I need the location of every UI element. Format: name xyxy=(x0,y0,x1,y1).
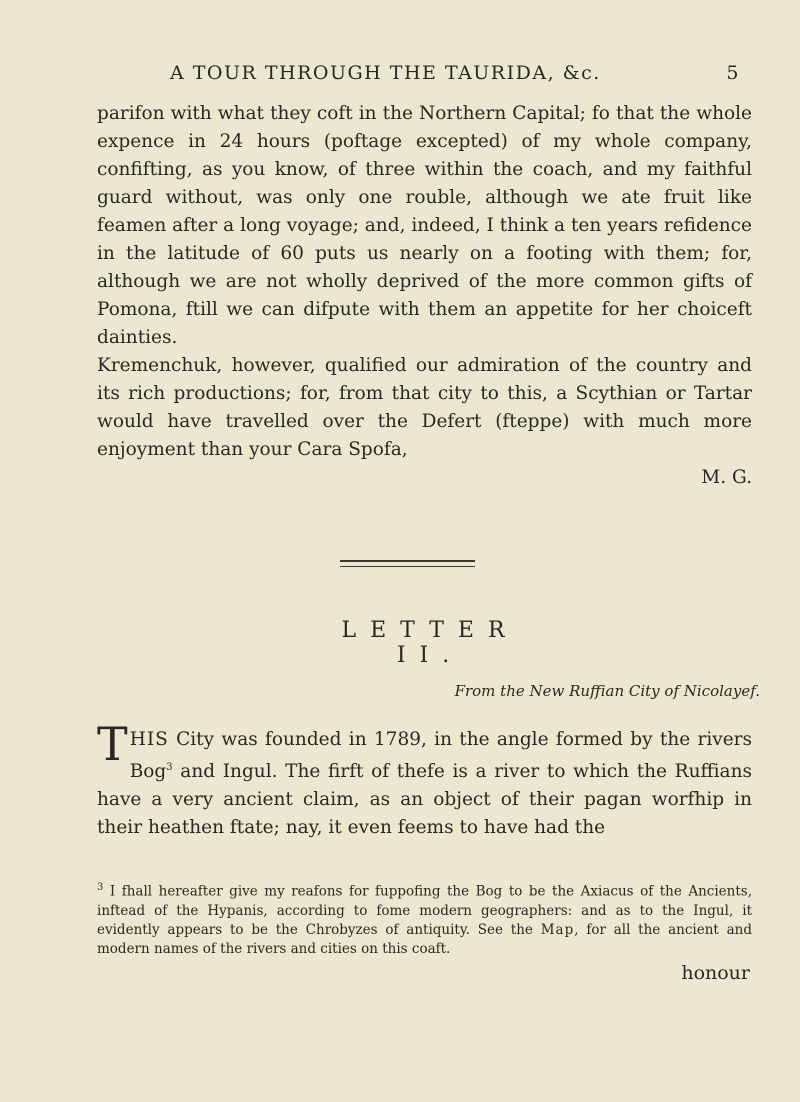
dateline: From the New Ruffian City of Nicolayef. xyxy=(454,682,760,700)
paragraph-one: parifon with what they coft in the Northern Capital; fo that the whole expence in 24 hours (poftage excepted) of my whole company, confifting, as you know, of three within the coach, and my faithful guard without, was only one rouble, although we ate fruit like feamen after a long voyage; and, indeed, I think a ten years refidence in the latitude of 60 puts us nearly on a footing with them; for, although we are not wholly deprived of the more common gifts of Pomona, ftill we can difpute with them an appetite for her choiceft dainties. xyxy=(97,103,752,348)
letter-two-body xyxy=(97,717,752,842)
footnote-text-part-two: , for all the ancient and modern names of the rivers and cities on this coaft. xyxy=(97,921,753,957)
running-header xyxy=(170,62,740,84)
running-title: A TOUR THROUGH THE TAURIDA, &c. xyxy=(170,62,601,84)
letter-one-ending xyxy=(97,100,752,492)
section-divider xyxy=(340,560,475,567)
footnote-number: 3 xyxy=(97,882,104,893)
footnote xyxy=(97,878,752,959)
paragraph-two: Kremenchuk, however, qualified our admiration of the country and its rich productions; for, from that city to this, a Scythian or Tartar would have travelled over the Defert (fteppe) with much more enjoyment than your Cara Spofa, xyxy=(97,355,752,460)
first-word-rest: HIS xyxy=(129,729,169,750)
footnote-reference: 3 xyxy=(166,762,173,773)
signature: M. G. xyxy=(701,467,752,488)
drop-cap: T xyxy=(97,717,128,771)
letter-text-part-two: and Ingul. The firft of thefe is a river to which the Ruffians have a very ancient claim, as an object of their pagan worfhip in their heathen ftate; nay, it even feems to have had the xyxy=(97,761,752,839)
footnote-map-label: Map xyxy=(540,921,575,938)
footnote-text-part-one: I fhall hereafter give my reafons for fuppofing the Bog to be the Axiacus of the Ancients, inftead of the Hypanis, according to fome modern geographers: and as to the Ingul, it evidently appears to be the Chrobyzes of antiquity. See the xyxy=(97,883,752,938)
letter-heading: LETTER II. xyxy=(341,618,519,668)
page-number: 5 xyxy=(726,62,740,84)
catchword: honour xyxy=(681,962,750,984)
letter-text-part-one: City was founded in 1789, in the angle formed by the rivers Bog xyxy=(129,729,752,783)
